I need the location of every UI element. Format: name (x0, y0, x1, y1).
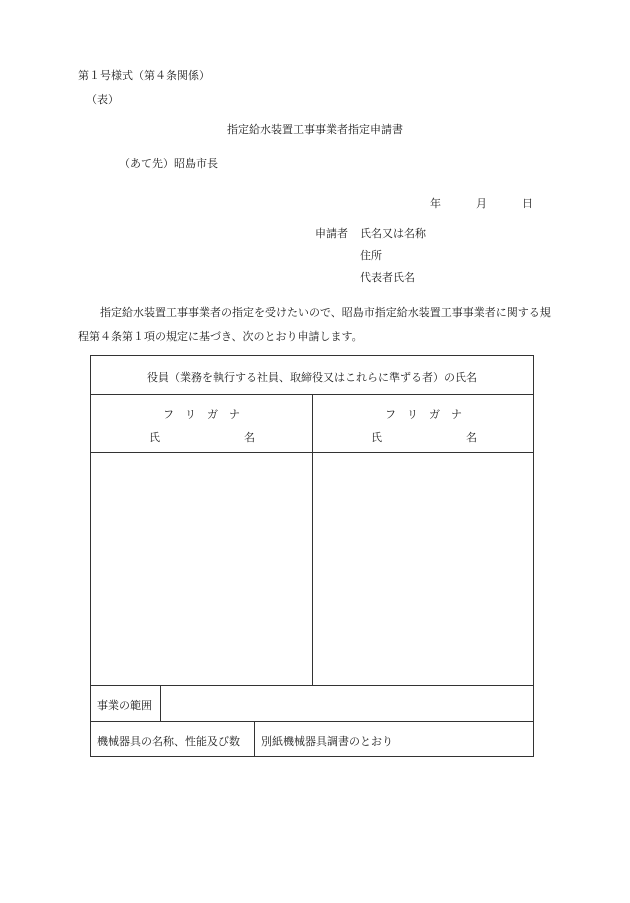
document-title: 指定給水装置工事事業者指定申請書 (227, 123, 403, 136)
table-divider (91, 721, 533, 722)
business-scope-label: 事業の範囲 (97, 699, 152, 712)
officers-header: 役員（業務を執行する社員、取締役又はこれらに準ずる者）の氏名 (147, 371, 477, 384)
mei-header-left: 名 (244, 431, 255, 444)
equipment-value: 別紙機械器具調書のとおり (261, 735, 393, 748)
shi-header-left: 氏 (149, 431, 160, 444)
form-side-label: （表） (86, 93, 119, 106)
application-statement: 指定給水装置工事事業者の指定を受けたいので、昭島市指定給水装置工事事業者に関する規程第４条第１項の規定に基づき、次のとおり申請します。 (78, 306, 551, 343)
furigana-header-left: フ リ ガ ナ (163, 408, 240, 421)
table-divider (312, 394, 313, 685)
table-divider (91, 685, 533, 686)
addressee: （あて先）昭島市長 (119, 157, 218, 170)
form-number: 第１号様式（第４条関係） (78, 69, 210, 82)
date-month-label: 月 (476, 197, 487, 210)
applicant-name-field: 氏名又は名称 (360, 227, 426, 240)
furigana-header-right: フ リ ガ ナ (385, 408, 462, 421)
date-day-label: 日 (522, 197, 533, 210)
applicant-label: 申請者 (315, 227, 348, 240)
date-year-label: 年 (430, 197, 441, 210)
table-divider (160, 685, 161, 721)
officers-table (90, 355, 534, 757)
mei-header-right: 名 (466, 431, 477, 444)
applicant-representative-field: 代表者氏名 (360, 271, 415, 284)
shi-header-right: 氏 (371, 431, 382, 444)
equipment-label: 機械器具の名称、性能及び数 (97, 735, 240, 748)
date-line (430, 195, 533, 211)
table-divider (254, 721, 255, 757)
applicant-address-field: 住所 (360, 249, 382, 262)
